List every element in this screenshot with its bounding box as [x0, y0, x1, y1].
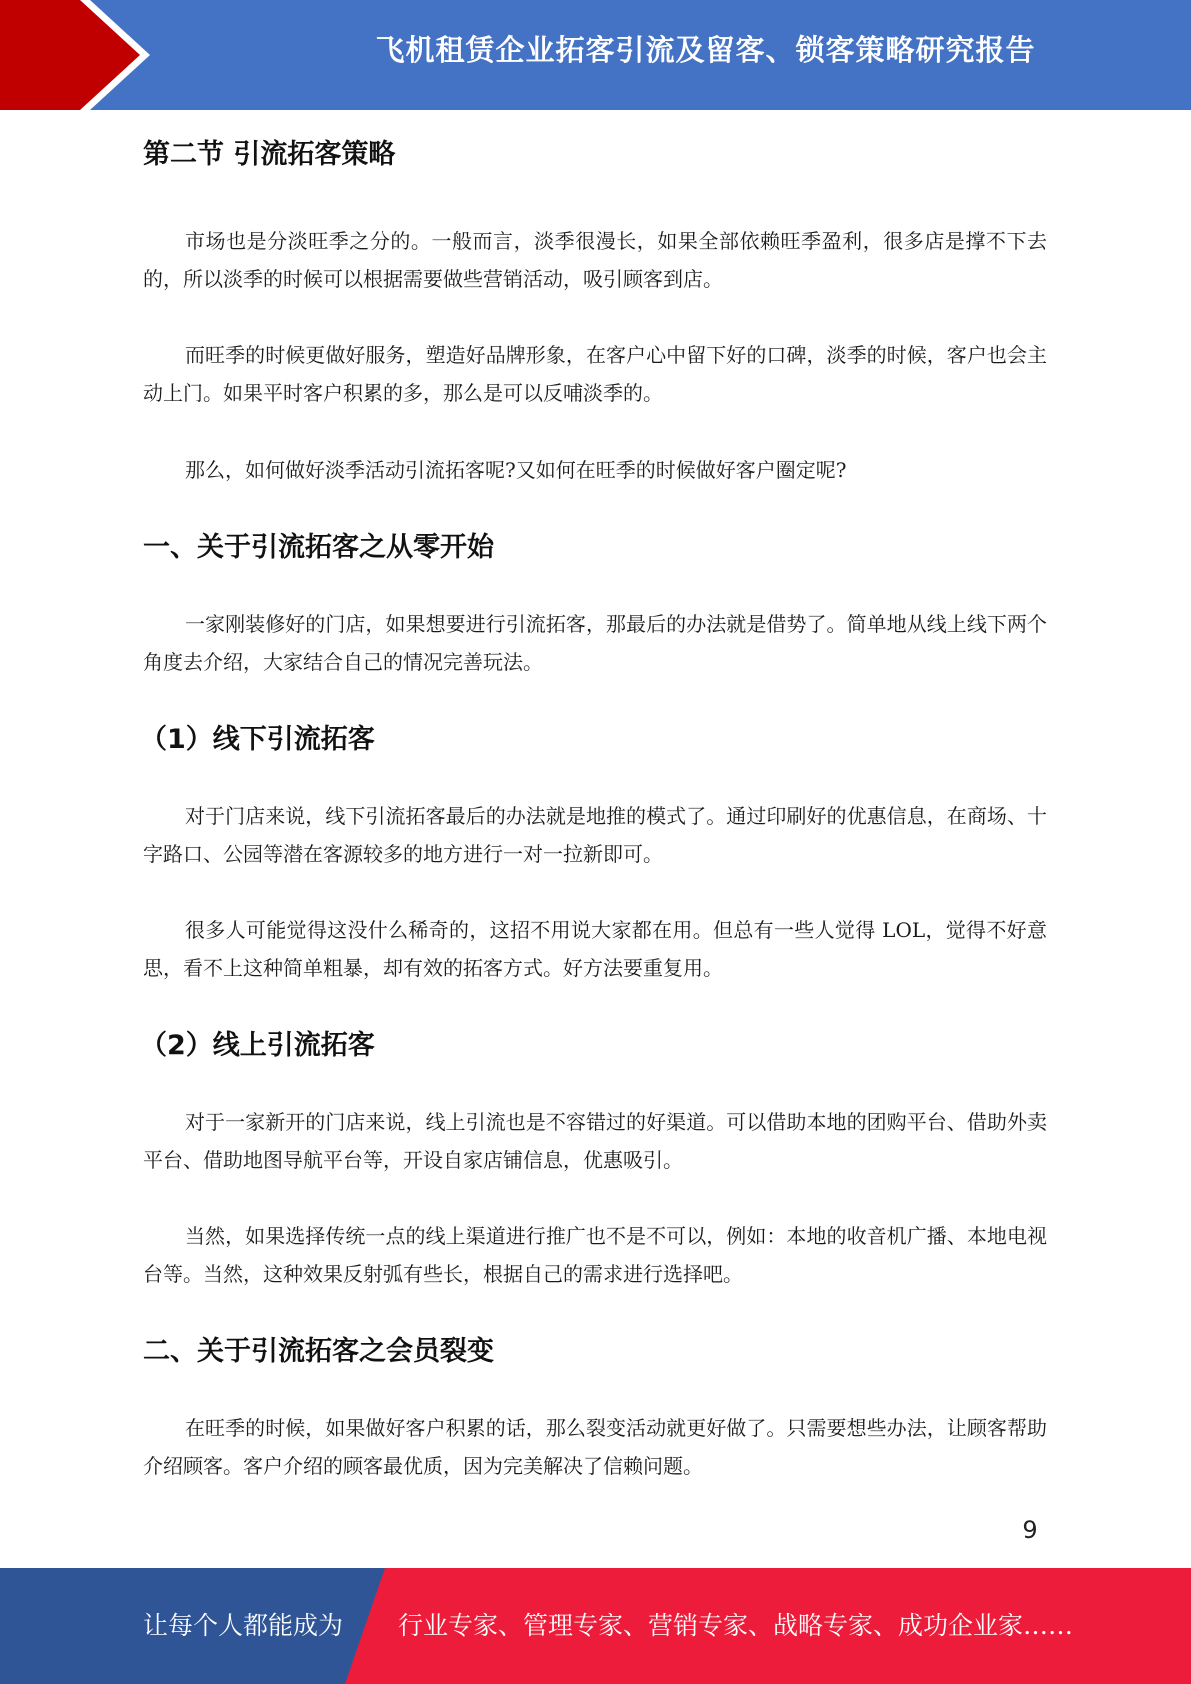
- header-arrow-red: [0, 0, 140, 110]
- online-paragraph-1: 对于一家新开的门店来说，线上引流也是不容错过的好渠道。可以借助本地的团购平台、借助外卖平台、借助地图导航平台等，开设自家店铺信息，优惠吸引。: [143, 1110, 1047, 1172]
- report-title: 飞机租赁企业拓客引流及留客、锁客策略研究报告: [375, 33, 1036, 67]
- from-zero-paragraph: 一家刚装修好的门店，如果想要进行引流拓客，那最后的办法就是借势了。简单地从线上线下两个角度去介绍，大家结合自己的情况完善玩法。: [143, 612, 1047, 674]
- heading-from-zero: 一、关于引流拓客之从零开始: [143, 532, 494, 563]
- page-number: 9: [1022, 1516, 1038, 1544]
- subheading-offline: （1）线下引流拓客: [140, 724, 375, 755]
- intro-paragraph-1: 市场也是分淡旺季之分的。一般而言，淡季很漫长，如果全部依赖旺季盈利，很多店是撑不下去的，所以淡季的时候可以根据需要做些营销活动，吸引顾客到店。: [143, 229, 1047, 291]
- page-header: [0, 0, 1191, 110]
- heading-member-fission: 二、关于引流拓客之会员裂变: [143, 1336, 494, 1367]
- intro-paragraph-3: 那么，如何做好淡季活动引流拓客呢?又如何在旺季的时候做好客户圈定呢?: [185, 458, 847, 482]
- footer-slogan-left: 让每个人都能成为: [143, 1611, 344, 1640]
- footer-slogan-right: 行业专家、管理专家、营销专家、战略专家、成功企业家……: [398, 1611, 1074, 1640]
- offline-paragraph-2: 很多人可能觉得这没什么稀奇的，这招不用说大家都在用。但总有一些人觉得 LOL，觉得不好意思，看不上这种简单粗暴，却有效的拓客方式。好方法要重复用。: [143, 918, 1047, 980]
- intro-paragraph-2: 而旺季的时候更做好服务，塑造好品牌形象，在客户心中留下好的口碑，淡季的时候，客户也会主动上门。如果平时客户积累的多，那么是可以反哺淡季的。: [143, 343, 1047, 405]
- online-paragraph-2: 当然，如果选择传统一点的线上渠道进行推广也不是不可以，例如：本地的收音机广播、本地电视台等。当然，这种效果反射弧有些长，根据自己的需求进行选择吧。: [143, 1224, 1047, 1286]
- page-footer: [0, 1568, 1191, 1684]
- offline-paragraph-1: 对于门店来说，线下引流拓客最后的办法就是地推的模式了。通过印刷好的优惠信息，在商场、十字路口、公园等潜在客源较多的地方进行一对一拉新即可。: [143, 804, 1047, 866]
- section-title: 第二节 引流拓客策略: [143, 139, 396, 170]
- subheading-online: （2）线上引流拓客: [140, 1030, 375, 1061]
- member-fission-paragraph: 在旺季的时候，如果做好客户积累的话，那么裂变活动就更好做了。只需要想些办法，让顾客帮助介绍顾客。客户介绍的顾客最优质，因为完美解决了信赖问题。: [143, 1416, 1047, 1478]
